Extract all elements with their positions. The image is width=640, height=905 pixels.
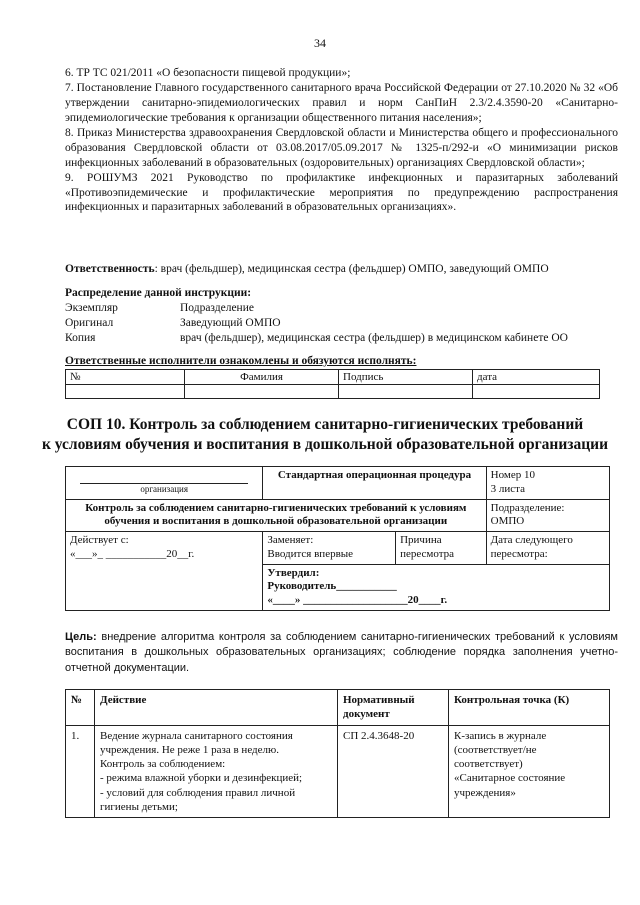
responsibility xyxy=(65,262,618,277)
distribution-section xyxy=(65,286,618,346)
col-signature: Подпись xyxy=(339,370,473,385)
table-cell xyxy=(339,385,473,399)
col-number: № xyxy=(66,690,95,726)
action-line: Контроль за соблюдением: xyxy=(100,758,226,771)
replaces-cell xyxy=(263,532,396,565)
effective-cell xyxy=(66,532,263,611)
checkpoint-line: «Санитарное состояние учреждения» xyxy=(454,772,566,799)
reference-item: 6. ТР ТС 021/2011 «О безопасности пищевой продукции»; xyxy=(65,67,351,79)
distribution-copy: Копия xyxy=(65,331,96,344)
division-cell xyxy=(486,499,609,532)
division-value: ОМПО xyxy=(490,515,525,528)
col-doc: Нормативный документ xyxy=(338,690,449,726)
sop-title-line: к условиям обучения и воспитания в дошкольной образовательной организации xyxy=(41,436,609,454)
table-row xyxy=(66,725,610,818)
table-row xyxy=(66,385,600,399)
action-line: - условий для соблюдения правил личной гигиены детьми; xyxy=(100,786,296,814)
checkpoint-line: К-запись в журнале (соответствует/не соответствует) xyxy=(454,729,547,771)
reason-label: Причина xyxy=(400,534,442,546)
reference-item: 7. Постановление Главного государственного санитарного врача Российской Федерации от 27.10.2020 № 32 «Об утверждении санитарно-эпидемиологических правил и норм СанПиН 2.3/2.4.3590-20 «Санитарно-эпидемиологические требования к организации общественного питания населения»; xyxy=(65,81,618,124)
page-number: 34 xyxy=(314,36,326,50)
table-cell xyxy=(66,385,185,399)
approved-date: «____» ___________________20____г. xyxy=(267,594,448,606)
table-row xyxy=(66,467,610,500)
table-header-row xyxy=(66,690,610,726)
table-cell xyxy=(185,385,339,399)
next-review: Дата следующего пересмотра: xyxy=(486,532,609,565)
table-row xyxy=(66,532,610,565)
reference-item: 8. Приказ Министерства здравоохранения Свердловской области и Министерства общего и профессионального образования Свердловской области от 03.08.2017/05.09.2017 № 1325-п/292-и «О минимизации рисков инфекционных заболеваний в образовательных (оздоровительных) организациях Свердловской области»; xyxy=(65,126,618,169)
responsibility-text: : врач (фельдшер), медицинская сестра (фельдшер) ОМПО, заведующий ОМПО xyxy=(154,263,549,275)
col-surname: Фамилия xyxy=(185,370,339,385)
action-line: - режима влажной уборки и дезинфекцией; xyxy=(100,772,303,785)
col-checkpoint: Контрольная точка (К) xyxy=(449,690,610,726)
replaces-label: Заменяет: xyxy=(267,534,314,546)
responsibility-label: Ответственность xyxy=(65,263,155,275)
row-doc: СП 2.4.3648-20 xyxy=(338,725,449,818)
distribution-title: Распределение данной инструкции: xyxy=(65,287,252,299)
reason-cell xyxy=(396,532,487,565)
table-row xyxy=(66,370,600,385)
distribution-copy: Оригинал xyxy=(65,316,114,329)
org-line xyxy=(80,469,248,484)
distribution-recipient: Заведующий ОМПО xyxy=(180,316,281,329)
std-procedure: Стандартная операционная процедура xyxy=(263,467,486,500)
control-title: Контроль за соблюдением санитарно-гигиенических требований к условиям обучения и воспитания в дошкольной образовательной организации xyxy=(66,499,487,532)
org-cell xyxy=(66,467,263,500)
sop-number: Номер 10 xyxy=(490,469,535,481)
goal-paragraph xyxy=(65,630,618,676)
goal-text: внедрение алгоритма контроля за соблюдением санитарно-гигиенических требований к условиям воспитания в дошкольных образовательных организациях; соблюдение порядка заполнения учетно-отчетной документации. xyxy=(65,631,618,674)
distribution-row xyxy=(65,331,618,346)
distribution-recipient: врач (фельдшер), медицинская сестра (фельдшер) в медицинском кабинете ОО xyxy=(180,331,568,344)
effective-date: «___»_ ___________20__г. xyxy=(70,547,195,560)
col-action: Действие xyxy=(95,690,338,726)
row-action xyxy=(95,725,338,818)
table-row xyxy=(66,499,610,532)
sop-header-table xyxy=(65,466,610,611)
approval-cell xyxy=(263,564,610,610)
row-number: 1. xyxy=(66,725,95,818)
action-line: Ведение журнала санитарного состояния учреждения. Не реже 1 раза в неделю. xyxy=(100,729,293,756)
distribution-copy: Экземпляр xyxy=(65,301,118,314)
division-label: Подразделение: xyxy=(490,501,565,514)
head-signature: Руководитель___________ xyxy=(267,580,397,593)
references-list xyxy=(65,66,618,215)
distribution-row xyxy=(65,316,618,331)
actions-table xyxy=(65,689,610,818)
org-caption: организация xyxy=(140,484,188,494)
table-cell xyxy=(473,385,600,399)
replaces-value: Вводится впервые xyxy=(267,547,354,560)
effective-label: Действует с: xyxy=(70,534,129,546)
distribution-row xyxy=(65,301,618,316)
sop-sheets: 3 листа xyxy=(490,482,525,495)
sop-title-line: СОП 10. Контроль за соблюдением санитарно-гигиенических требований xyxy=(66,416,584,433)
reference-item: 9. РОШУМЗ 2021 Руководство по профилактике инфекционных и паразитарных заболеваний «Противоэпидемические и профилактические мероприятия по предупреждению распространения инфекционных и паразитарных заболеваний в образовательных организациях». xyxy=(65,171,618,214)
col-date: дата xyxy=(473,370,600,385)
col-number: № xyxy=(66,370,185,385)
acknowledgement-title: Ответственные исполнители ознакомлены и обязуются исполнять: xyxy=(65,355,417,367)
approved-label: Утвердил: xyxy=(267,566,320,579)
row-checkpoint xyxy=(449,725,610,818)
number-cell xyxy=(486,467,609,500)
sop-title xyxy=(20,415,630,455)
distribution-recipient: Подразделение xyxy=(180,301,254,314)
reason-value: пересмотра xyxy=(400,547,455,560)
acknowledgement-table xyxy=(65,369,600,399)
goal-label: Цель: xyxy=(65,631,97,643)
